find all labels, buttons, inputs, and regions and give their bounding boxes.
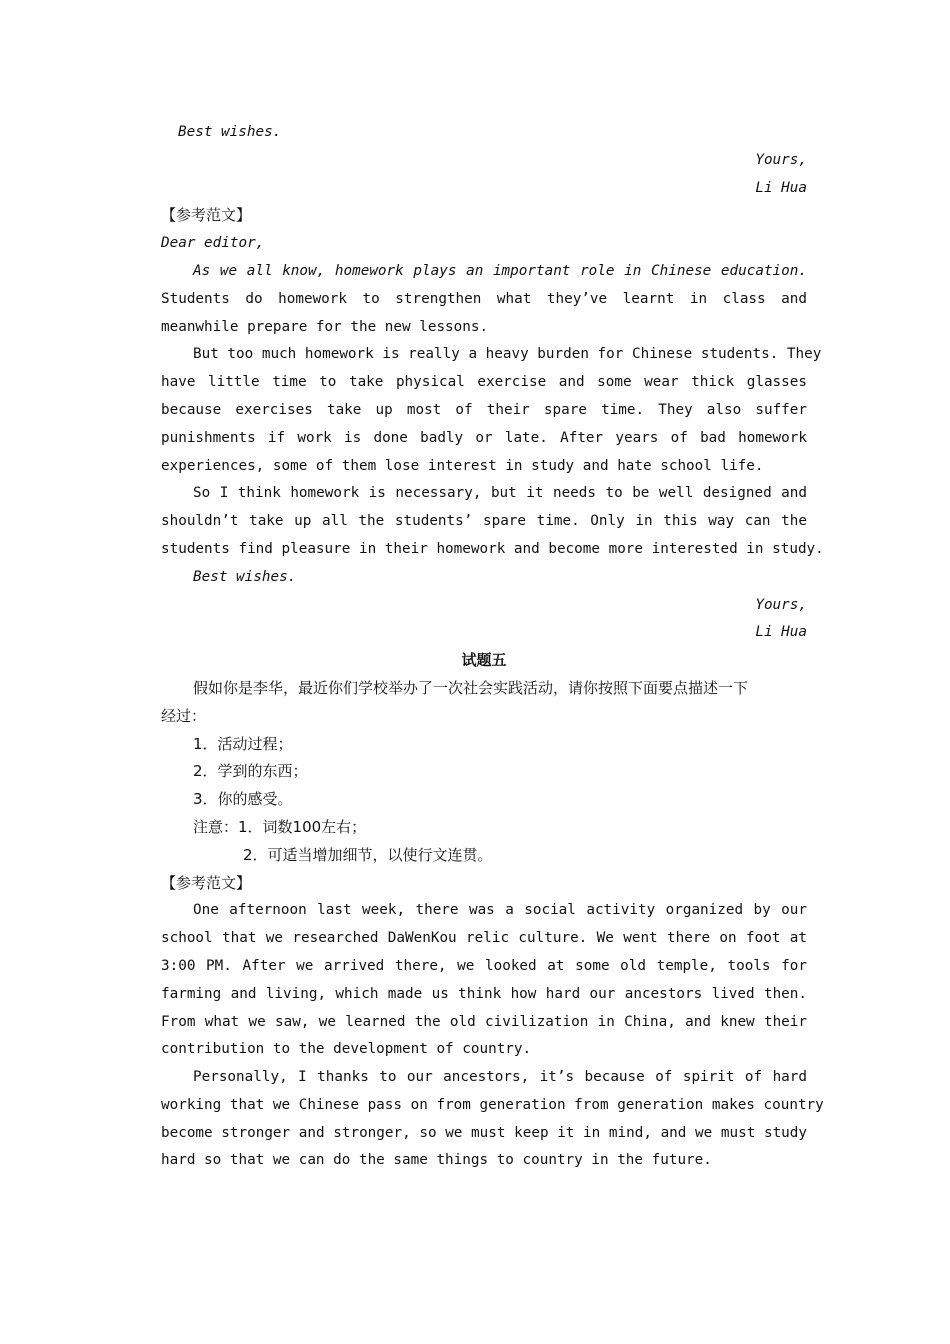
question-point: 1．活动过程； [193,734,293,753]
text-line: Students do homework to strengthen what they’ve learnt in class and [161,290,807,307]
text-line: have little time to take physical exercise and some wear thick glasses [161,374,807,391]
text-line: because exercises take up most of their spare time. They also suffer [161,401,807,418]
paragraph [161,480,824,563]
letter-closing: Best wishes. [193,568,297,585]
text-line: students find pleasure in their homework and become more interested in study. [161,540,824,557]
text-line: But too much homework is really a heavy burden for Chinese students. They [193,346,822,363]
question-title: 试题五 [461,651,507,670]
text-line: working that we Chinese pass on from generation from generation makes country [161,1096,824,1113]
question-note: 2．可适当增加细节，以使行文连贯。 [243,845,493,864]
question-point: 2．学到的东西； [193,762,308,781]
text-line: farming and living, which made us think how hard our ancestors lived then. [161,985,807,1002]
letter-sign-name: Li Hua [755,624,807,641]
question-note: 注意：1．词数100左右； [193,817,367,836]
text-line: school that we researched DaWenKou relic culture. We went there on foot at [161,930,807,947]
text-line: Personally, I thanks to our ancestors, it’s because of spirit of hard [193,1069,807,1086]
reference-heading: 【参考范文】 [161,206,252,225]
text-line: become stronger and stronger, so we must keep it in mind, and we must study [161,1124,807,1141]
text-line: So I think homework is necessary, but it needs to be well designed and [193,485,807,502]
letter-sign-yours: Yours, [755,596,807,613]
text-line: contribution to the development of country. [161,1041,532,1058]
paragraph [161,341,822,480]
paragraph [161,1064,824,1175]
question-prompt: 经过： [161,706,207,725]
letter-salutation: Dear editor, [161,235,265,252]
paragraph [161,897,807,1064]
letter-sign-name: Li Hua [755,179,807,196]
question-point: 3．你的感受。 [193,790,293,809]
text-line: hard so that we can do the same things to country in the future. [161,1152,712,1169]
text-line: meanwhile prepare for the new lessons. [161,318,489,335]
letter-sign-yours: Yours, [755,151,807,168]
reference-heading: 【参考范文】 [161,873,252,892]
document-body [161,119,824,1175]
text-line: shouldn’t take up all the students’ spare time. Only in this way can the [161,513,807,530]
paragraph [161,258,807,341]
text-line: 3:00 PM. After we arrived there, we looked at some old temple, tools for [161,957,807,974]
text-line: experiences, some of them lose interest in study and hate school life. [161,457,764,474]
question-prompt: 假如你是李华，最近你们学校举办了一次社会实践活动，请你按照下面要点描述一下 [193,678,749,697]
text-line: One afternoon last week, there was a social activity organized by our [193,902,807,919]
text-line: As we all know, homework plays an important role in Chinese education. [193,262,807,279]
text-line: punishments if work is done badly or late. After years of bad homework [161,429,807,446]
letter-closing: Best wishes. [178,124,282,140]
text-line: From what we saw, we learned the old civilization in China, and knew their [161,1013,807,1030]
